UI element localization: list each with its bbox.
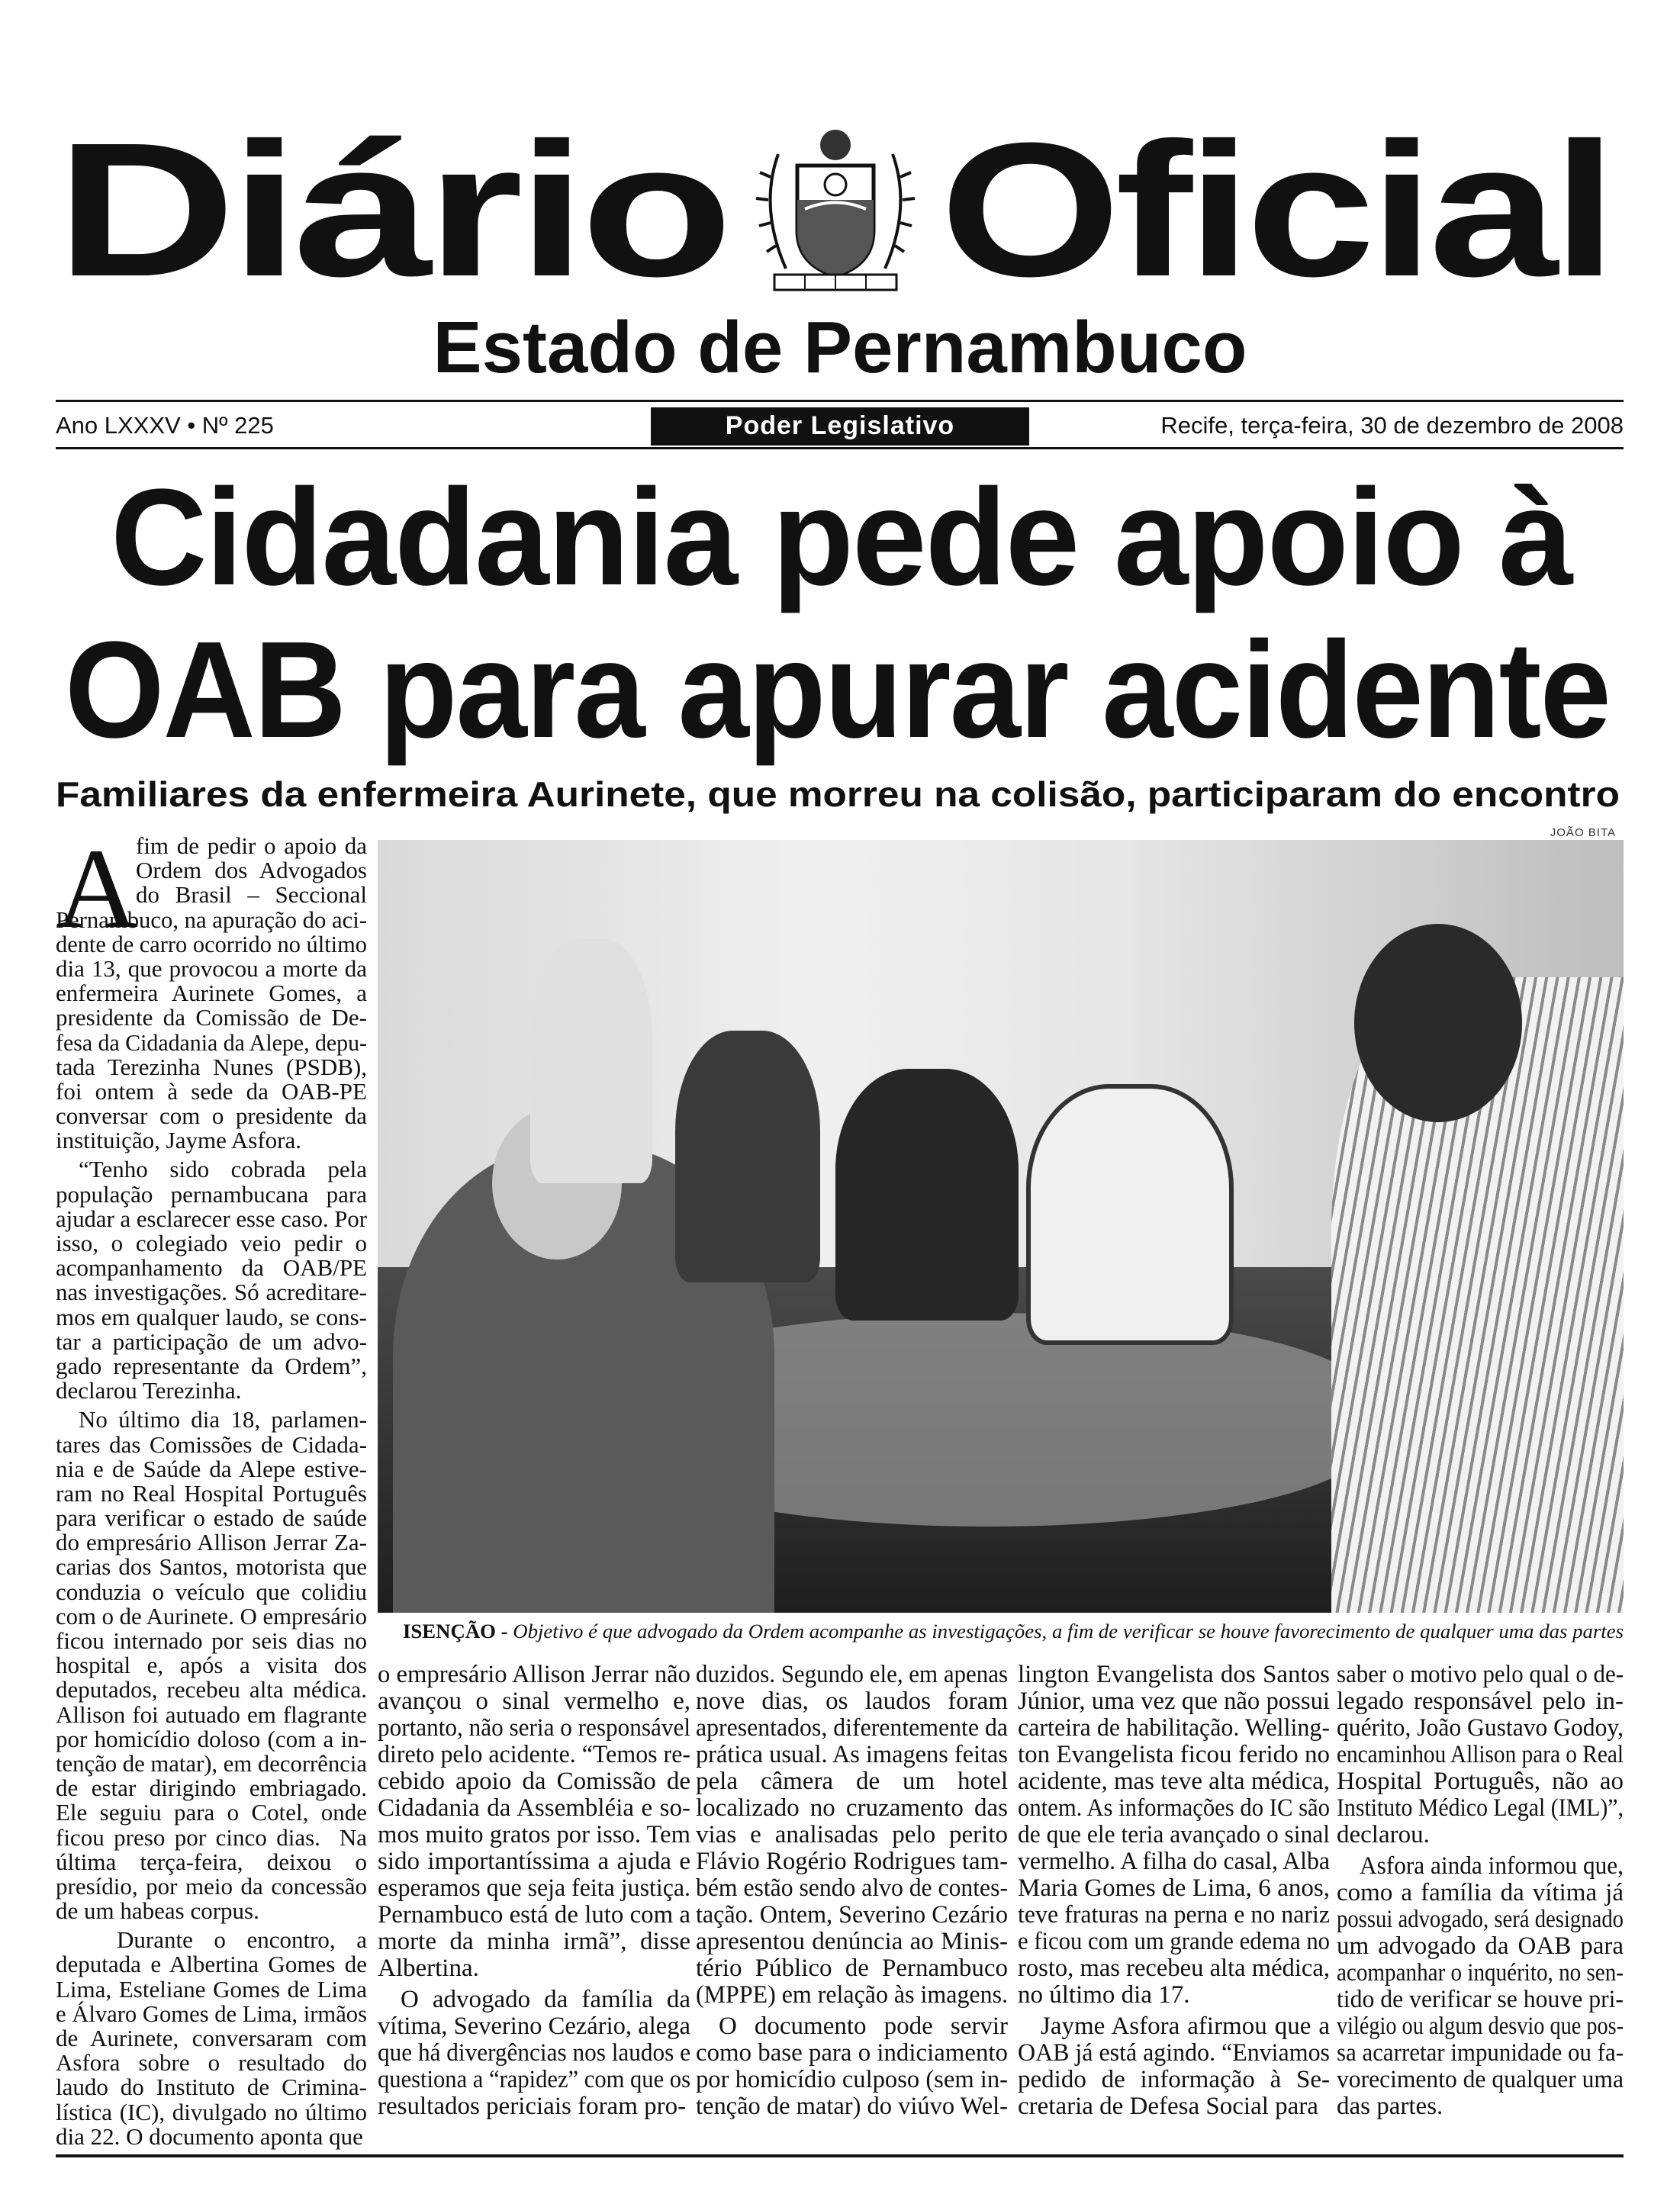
line-text: com o de Aurinete. O empresário bbox=[56, 1602, 367, 1630]
text-line bbox=[1337, 1715, 1624, 1742]
paragraph bbox=[56, 1408, 367, 1923]
paragraph bbox=[56, 825, 367, 1154]
text-line bbox=[56, 1700, 367, 1728]
text-line bbox=[56, 2026, 367, 2051]
text-line bbox=[56, 858, 367, 883]
line-text: tares das Comissões de Cidada- bbox=[56, 1430, 367, 1458]
masthead-title-right: Oficial bbox=[940, 103, 1611, 316]
paragraph bbox=[1018, 1662, 1330, 2009]
issue-number: Ano LXXXV • Nº 225 bbox=[56, 412, 274, 439]
line-text: tada Terezinha Nunes (PSDB), bbox=[56, 1053, 367, 1080]
text-line bbox=[1337, 1662, 1624, 1688]
text-line bbox=[378, 1929, 690, 1955]
line-text: lington Evangelista dos Santos bbox=[1018, 1661, 1330, 1688]
text-line bbox=[696, 1929, 1008, 1955]
line-text: vermelho. A filha do casal, Alba bbox=[1018, 1848, 1330, 1875]
text-line bbox=[1018, 2013, 1330, 2040]
text-line bbox=[56, 2100, 367, 2125]
line-text: ton Evangelista ficou ferido no bbox=[1018, 1741, 1330, 1768]
line-text: sido importantíssima a ajuda e bbox=[378, 1848, 690, 1875]
text-line bbox=[1018, 1662, 1330, 1688]
line-text: do empresário Allison Jerrar Za- bbox=[56, 1529, 367, 1556]
text-line bbox=[1018, 1929, 1330, 1955]
text-line bbox=[56, 981, 367, 1005]
text-line bbox=[378, 1987, 690, 2013]
text-line bbox=[696, 1795, 1008, 1822]
line-text: tar a participação de um advo- bbox=[56, 1327, 367, 1355]
line-text: O advogado da família da bbox=[401, 1986, 690, 2013]
line-text: esperamos que seja feita justiça. bbox=[378, 1874, 690, 1902]
text-line bbox=[1337, 1880, 1624, 1906]
photo-credit: JOÃO BITA bbox=[1550, 826, 1616, 839]
line-text: O documento pode servir bbox=[719, 2012, 1008, 2040]
text-line bbox=[378, 1662, 690, 1688]
line-text: acompanhar o inquérito, no sen- bbox=[1337, 1959, 1624, 1987]
article-column-2 bbox=[378, 1662, 690, 2125]
line-text: Jayme Asfora afirmou que a bbox=[1041, 2012, 1330, 2040]
line-text: tido de verificar se houve pri- bbox=[1337, 1986, 1624, 2013]
text-line bbox=[696, 1955, 1008, 1982]
line-text: vilégio ou algum desvio que pos- bbox=[1337, 2012, 1624, 2040]
paragraph bbox=[1337, 1662, 1624, 1848]
text-line bbox=[56, 1823, 367, 1851]
text-line bbox=[56, 1776, 367, 1800]
text-line bbox=[56, 908, 367, 932]
section-label: Poder Legislativo bbox=[651, 407, 1029, 446]
text-line bbox=[696, 1875, 1008, 1902]
text-line bbox=[56, 1530, 367, 1555]
line-text: o empresário Allison Jerrar não bbox=[378, 1661, 690, 1688]
headline-line-2: OAB para apurar acidente bbox=[65, 613, 1610, 767]
line-text: gado representante da Ordem”, bbox=[56, 1352, 367, 1379]
text-line bbox=[56, 932, 367, 957]
line-text: conversar com o presidente da bbox=[56, 1102, 367, 1130]
text-line bbox=[56, 1604, 367, 1629]
text-line bbox=[696, 2040, 1008, 2067]
line-text: Asfora sobre o resultado do bbox=[56, 2049, 367, 2077]
line-text: última terça-feira, deixou o bbox=[56, 1848, 367, 1875]
header-rule-top bbox=[56, 400, 1624, 402]
text-line bbox=[1337, 1768, 1624, 1795]
line-text: para verificar o estado de saúde bbox=[56, 1504, 367, 1532]
line-text: como a família da vítima já bbox=[1337, 1879, 1624, 1906]
text-line bbox=[56, 1800, 367, 1825]
dateline: Recife, terça-feira, 30 de dezembro de 2008 bbox=[1160, 412, 1624, 439]
text-line bbox=[56, 1128, 367, 1153]
line-text: pela câmera de um hotel bbox=[696, 1768, 1008, 1795]
paragraph bbox=[56, 1157, 367, 1403]
paragraph bbox=[1337, 1853, 1624, 2120]
subheadline: Familiares da enfermeira Aurinete, que morreu na colisão, participaram do encontro bbox=[56, 774, 1620, 814]
line-text: por homicídio doloso (com a in- bbox=[56, 1725, 367, 1752]
text-line bbox=[56, 1952, 367, 1977]
text-line bbox=[56, 1354, 367, 1379]
line-text: duzidos. Segundo ele, em apenas bbox=[696, 1661, 1008, 1688]
text-line bbox=[56, 1653, 367, 1678]
text-line bbox=[378, 1902, 690, 1929]
line-text: vias e analisadas pelo perito bbox=[696, 1821, 1008, 1848]
line-text: deputados, recebeu alta médica. bbox=[56, 1676, 367, 1704]
line-text: saber o motivo pelo qual o de- bbox=[1337, 1661, 1624, 1688]
line-text: laudo do Instituto de Crimina- bbox=[56, 2074, 367, 2101]
text-line bbox=[56, 1727, 367, 1752]
line-text: enfermeira Aurinete Gomes, a bbox=[56, 980, 367, 1007]
text-line bbox=[1018, 1902, 1330, 1929]
text-line bbox=[696, 1662, 1008, 1688]
line-text: Instituto Médico Legal (IML)”, bbox=[1337, 1794, 1624, 1822]
line-text: encaminhou Allison para o Real bbox=[1337, 1741, 1624, 1768]
line-text: tério Público de Pernambuco bbox=[696, 1955, 1008, 1982]
line-text: carias dos Santos, motorista que bbox=[56, 1553, 367, 1581]
text-line bbox=[56, 1256, 367, 1280]
text-line bbox=[1337, 1688, 1624, 1715]
text-line bbox=[56, 1280, 367, 1305]
text-line bbox=[378, 2093, 690, 2120]
line-text: conduzia o veículo que colidiu bbox=[56, 1578, 367, 1605]
line-text: ajudar a esclarecer esse caso. Por bbox=[56, 1205, 367, 1232]
line-text: quérito, João Gustavo Godoy, bbox=[1337, 1714, 1624, 1742]
line-text: declarou Terezinha. bbox=[56, 1377, 242, 1404]
line-text: sa acarretar impunidade ou fa- bbox=[1337, 2039, 1624, 2067]
line-text: como base para o indiciamento bbox=[696, 2039, 1008, 2067]
line-text: fim de pedir o apoio da bbox=[136, 832, 367, 859]
text-line bbox=[696, 1902, 1008, 1929]
line-text: teve fraturas na perna e no nariz bbox=[1018, 1901, 1330, 1929]
line-text: (MPPE) em relação às imagens. bbox=[696, 1981, 1008, 2009]
text-line bbox=[1018, 1795, 1330, 1822]
line-text: legado responsável pelo in- bbox=[1337, 1687, 1624, 1715]
line-text: bém estão sendo alvo de contes- bbox=[696, 1874, 1008, 1902]
line-text: de estar dirigindo embriagado. bbox=[56, 1774, 367, 1802]
text-line bbox=[696, 1822, 1008, 1848]
line-text: Cidadania da Assembléia e so- bbox=[378, 1794, 690, 1822]
text-line bbox=[1018, 2093, 1330, 2120]
line-text: dente de carro ocorrido no último bbox=[56, 930, 367, 957]
text-line bbox=[1337, 1795, 1624, 1822]
line-text: direto pelo acidente. “Temos re- bbox=[378, 1741, 690, 1768]
text-line bbox=[1018, 1955, 1330, 1982]
text-line bbox=[1018, 1982, 1330, 2009]
text-line bbox=[1018, 2040, 1330, 2067]
line-text: Flávio Rogério Rodrigues tam- bbox=[696, 1848, 1008, 1875]
text-line bbox=[56, 1977, 367, 2002]
line-text: pedido de informação à Se- bbox=[1018, 2066, 1330, 2093]
article-column-1 bbox=[56, 825, 367, 2154]
line-text: Allison foi autuado em flagrante bbox=[56, 1700, 367, 1728]
text-line bbox=[56, 1005, 367, 1030]
text-line bbox=[1018, 1875, 1330, 1902]
line-text: instituição, Jayme Asfora. bbox=[56, 1127, 301, 1154]
text-line bbox=[56, 1749, 367, 1777]
text-line bbox=[56, 2075, 367, 2099]
text-line bbox=[1337, 1853, 1624, 1880]
text-line bbox=[1337, 2067, 1624, 2093]
text-line bbox=[378, 2040, 690, 2067]
line-text: dia 22. O documento aponta que bbox=[56, 2122, 363, 2150]
text-line bbox=[56, 1457, 367, 1482]
text-line bbox=[378, 1795, 690, 1822]
text-line bbox=[1337, 2093, 1624, 2120]
text-line bbox=[56, 1928, 367, 1952]
line-text: ontem. As informações do IC são bbox=[1018, 1794, 1330, 1822]
line-text: resultados periciais foram pro- bbox=[378, 2093, 687, 2120]
text-line bbox=[696, 2013, 1008, 2040]
line-text: lística (IC), divulgado no último bbox=[56, 2098, 367, 2125]
paragraph bbox=[56, 1928, 367, 2149]
line-text: ram no Real Hospital Português bbox=[56, 1479, 367, 1507]
line-text: foi ontem à sede da OAB-PE bbox=[56, 1077, 367, 1105]
text-line bbox=[56, 2051, 367, 2075]
text-line bbox=[696, 2093, 1008, 2120]
text-line bbox=[696, 2067, 1008, 2093]
text-line bbox=[1018, 1848, 1330, 1875]
line-text: no último dia 17. bbox=[1018, 1981, 1190, 2009]
text-line bbox=[56, 1506, 367, 1530]
text-line bbox=[378, 1742, 690, 1768]
line-text: No último dia 18, parlamen- bbox=[79, 1406, 367, 1433]
drop-cap: A bbox=[56, 825, 139, 952]
text-line bbox=[378, 1715, 690, 1742]
text-line bbox=[1337, 1933, 1624, 1960]
line-text: por homicídio culposo (sem in- bbox=[696, 2066, 1008, 2093]
line-text: presidente da Comissão de De- bbox=[56, 1004, 367, 1031]
text-line bbox=[1337, 1742, 1624, 1768]
text-line bbox=[1337, 2040, 1624, 2067]
text-line bbox=[56, 1580, 367, 1604]
article-column-5 bbox=[1337, 1662, 1624, 2125]
line-text: e Álvaro Gomes de Lima, irmãos bbox=[56, 2000, 367, 2027]
line-text: Ordem dos Advogados bbox=[136, 857, 367, 884]
line-text: declarou. bbox=[1337, 1821, 1430, 1848]
line-text: Lima, Esteliane Gomes de Lima bbox=[56, 1975, 367, 2003]
masthead-title-left: Diário bbox=[56, 103, 728, 316]
text-line bbox=[1018, 1768, 1330, 1795]
line-text: nove dias, os laudos foram bbox=[696, 1687, 1008, 1715]
line-text: nas investigações. Só acreditare- bbox=[56, 1279, 367, 1306]
line-text: Maria Gomes de Lima, 6 anos, bbox=[1018, 1874, 1330, 1902]
article-column-3 bbox=[696, 1662, 1008, 2125]
text-line bbox=[56, 1479, 367, 1507]
line-text: acidente, mas teve alta médica, bbox=[1018, 1768, 1330, 1795]
line-text: ficou preso por cinco dias. Na bbox=[56, 1823, 367, 1851]
paragraph bbox=[378, 1987, 690, 2120]
text-line bbox=[56, 1305, 367, 1330]
text-line bbox=[56, 834, 367, 858]
text-line bbox=[1018, 1715, 1330, 1742]
text-line bbox=[56, 1327, 367, 1355]
text-line bbox=[1337, 1906, 1624, 1933]
line-text: que há divergências nos laudos e bbox=[378, 2039, 690, 2067]
line-text: de Aurinete, conversaram com bbox=[56, 2025, 367, 2051]
line-text: tenção de matar), em decorrência bbox=[56, 1749, 367, 1777]
text-line bbox=[56, 1207, 367, 1231]
text-line bbox=[56, 1874, 367, 1899]
line-text: avançou o sinal vermelho e, bbox=[378, 1687, 690, 1715]
article-column-4 bbox=[1018, 1662, 1330, 2125]
text-line bbox=[696, 1768, 1008, 1795]
text-line bbox=[56, 1850, 367, 1874]
line-text: isso, o colegiado veio pedir o bbox=[56, 1230, 367, 1256]
article-photo bbox=[378, 840, 1624, 1613]
text-line bbox=[56, 1055, 367, 1079]
line-text: Ele seguiu para o Cotel, onde bbox=[56, 1799, 367, 1826]
paragraph bbox=[1018, 2013, 1330, 2120]
masthead-subtitle: Estado de Pernambuco bbox=[433, 307, 1247, 388]
text-line bbox=[56, 1104, 367, 1128]
text-line bbox=[1337, 2013, 1624, 2040]
caption-text: Objetivo é que advogado da Ordem acompanhe as investigações, a fim de verificar se houve favorecimento de qualquer uma das partes bbox=[513, 1620, 1624, 1642]
line-text: tenção de matar) do viúvo Wel- bbox=[696, 2093, 1008, 2120]
text-line bbox=[56, 883, 367, 907]
paragraph bbox=[696, 1662, 1008, 2009]
text-line bbox=[56, 1555, 367, 1579]
line-text: de que ele teria avançado o sinal bbox=[1018, 1821, 1330, 1848]
text-line bbox=[378, 2067, 690, 2093]
line-text: hospital e, após a visita dos bbox=[56, 1652, 367, 1679]
text-line bbox=[56, 1231, 367, 1256]
text-line bbox=[696, 1715, 1008, 1742]
header-rule-bottom bbox=[56, 447, 1624, 449]
text-line bbox=[56, 1157, 367, 1182]
text-line bbox=[56, 954, 367, 982]
photo-caption bbox=[403, 1619, 1624, 1645]
text-line bbox=[56, 1028, 367, 1056]
line-text: um advogado da OAB para bbox=[1337, 1932, 1624, 1960]
line-text: questiona a “rapidez” com que os bbox=[378, 2066, 690, 2093]
text-line bbox=[378, 1875, 690, 1902]
text-line bbox=[378, 2013, 690, 2040]
text-line bbox=[1018, 1742, 1330, 1768]
headline-line-1: Cidadania pede apoio à bbox=[111, 461, 1572, 614]
line-text: Asfora ainda informou que, bbox=[1360, 1852, 1624, 1880]
line-text: Hospital Português, não ao bbox=[1337, 1768, 1624, 1795]
text-line bbox=[1337, 1987, 1624, 2013]
text-line bbox=[56, 1379, 367, 1403]
line-text: apresentou denúncia ao Minis- bbox=[696, 1928, 1008, 1955]
text-line bbox=[1337, 1960, 1624, 1987]
line-text: prática usual. As imagens feitas bbox=[696, 1741, 1008, 1768]
line-text: das partes. bbox=[1337, 2093, 1443, 2120]
text-line bbox=[696, 1982, 1008, 2009]
text-line bbox=[56, 1182, 367, 1207]
line-text: Albertina. bbox=[378, 1955, 479, 1982]
text-line bbox=[56, 1899, 367, 1923]
line-text: Pernambuco está de luto com a bbox=[378, 1901, 690, 1929]
text-line bbox=[378, 1822, 690, 1848]
footer-rule bbox=[56, 2154, 1624, 2157]
text-line bbox=[1018, 2067, 1330, 2093]
line-text: possui advogado, será designado bbox=[1337, 1906, 1624, 1933]
text-line bbox=[56, 2122, 367, 2150]
line-text: presídio, por meio da concessão bbox=[56, 1872, 367, 1900]
line-text: nia e de Saúde da Alepe estive- bbox=[56, 1455, 367, 1482]
line-text: Durante o encontro, a bbox=[117, 1926, 367, 1954]
line-text: cretaria de Defesa Social para bbox=[1018, 2093, 1318, 2120]
line-text: portanto, não seria o responsável bbox=[378, 1714, 690, 1742]
text-line bbox=[56, 1408, 367, 1432]
text-line bbox=[56, 1678, 367, 1702]
line-text: rosto, mas recebeu alta médica, bbox=[1018, 1955, 1330, 1982]
line-text: e ficou com um grande edema no bbox=[1018, 1928, 1330, 1955]
line-text: Pernambuco, na apuração do aci- bbox=[56, 906, 367, 933]
line-text: OAB já está agindo. “Enviamos bbox=[1018, 2039, 1330, 2067]
caption-label: ISENÇÃO - bbox=[403, 1620, 508, 1642]
line-text: vorecimento de qualquer uma bbox=[1337, 2066, 1624, 2093]
line-text: “Tenho sido cobrada pela bbox=[79, 1156, 367, 1183]
line-text: dia 13, que provocou a morte da bbox=[56, 954, 367, 982]
text-line bbox=[56, 1629, 367, 1653]
line-text: ficou internado por seis dias no bbox=[56, 1627, 367, 1654]
text-line bbox=[378, 1848, 690, 1875]
line-text: população pernambucana para bbox=[56, 1180, 367, 1208]
line-text: tação. Ontem, Severino Cezário bbox=[696, 1901, 1008, 1929]
line-text: acompanhamento da OAB/PE bbox=[56, 1254, 367, 1282]
text-line bbox=[1337, 1822, 1624, 1848]
line-text: localizado no cruzamento das bbox=[696, 1794, 1008, 1822]
text-line bbox=[696, 1688, 1008, 1715]
line-text: cebido apoio da Comissão de bbox=[378, 1768, 690, 1795]
line-text: deputada e Albertina Gomes de bbox=[56, 1951, 367, 1978]
text-line bbox=[696, 1848, 1008, 1875]
line-text: de um habeas corpus. bbox=[56, 1897, 259, 1925]
line-text: vítima, Severino Cezário, alega bbox=[378, 2012, 690, 2040]
text-line bbox=[56, 1430, 367, 1458]
coat-of-arms-icon bbox=[744, 124, 927, 299]
text-line bbox=[1018, 1688, 1330, 1715]
text-line bbox=[378, 1955, 690, 1982]
text-line bbox=[696, 1742, 1008, 1768]
line-text: apresentados, diferentemente da bbox=[696, 1714, 1008, 1742]
line-text: Júnior, uma vez que não possui bbox=[1018, 1687, 1330, 1715]
line-text: fesa da Cidadania da Alepe, depu- bbox=[56, 1028, 367, 1056]
paragraph bbox=[696, 2013, 1008, 2120]
line-text: mos muito gratos por isso. Tem bbox=[378, 1821, 690, 1848]
text-line bbox=[56, 1079, 367, 1104]
line-text: morte da minha irmã”, disse bbox=[378, 1928, 690, 1955]
line-text: mos em qualquer laudo, se cons- bbox=[56, 1303, 367, 1330]
text-line bbox=[378, 1688, 690, 1715]
text-line bbox=[1018, 1822, 1330, 1848]
line-text: do Brasil – Seccional bbox=[136, 881, 367, 909]
text-line bbox=[378, 1768, 690, 1795]
paragraph bbox=[378, 1662, 690, 1982]
text-line bbox=[56, 2002, 367, 2026]
line-text: carteira de habilitação. Welling- bbox=[1018, 1714, 1330, 1742]
